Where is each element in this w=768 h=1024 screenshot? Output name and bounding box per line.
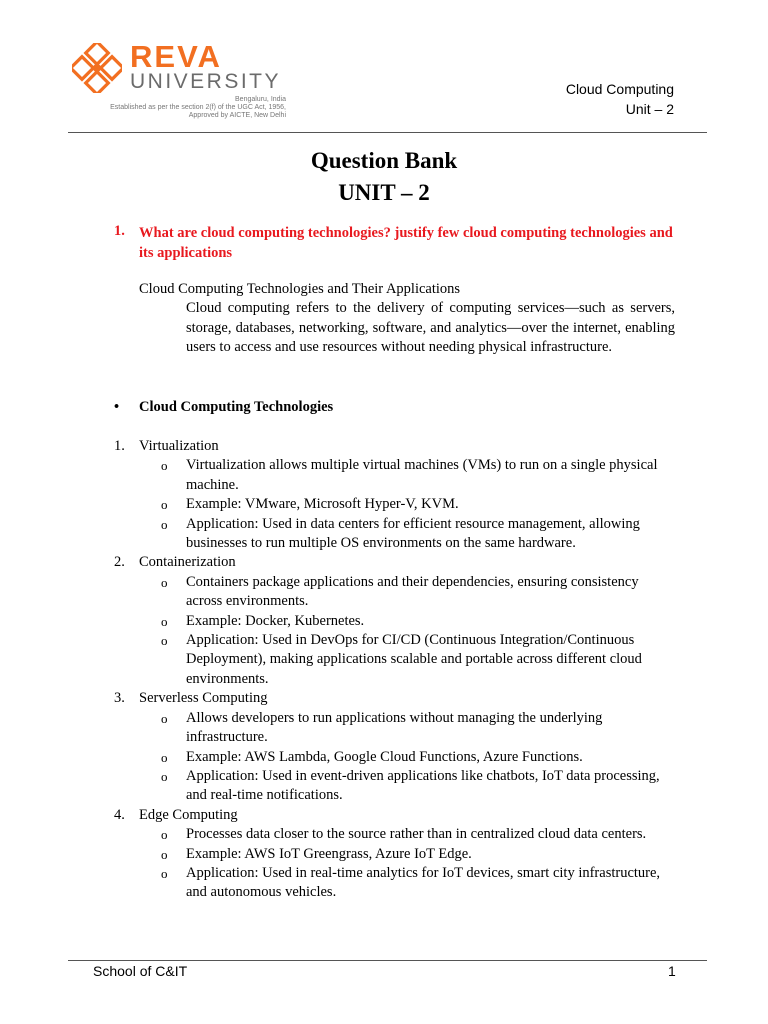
item-number: 2. bbox=[114, 554, 125, 571]
list-item bbox=[114, 437, 684, 553]
sub-bullet-marker: o bbox=[161, 458, 168, 474]
question-number: 1. bbox=[114, 223, 125, 239]
sub-point: Example: Docker, Kubernetes. bbox=[186, 612, 365, 629]
footer-school: School of C&IT bbox=[93, 963, 188, 979]
item-title: Containerization bbox=[139, 554, 236, 571]
sub-point: Application: Used in event-driven applications like chatbots, IoT data processing, and real-time notifications. bbox=[186, 767, 660, 804]
reva-emblem-icon bbox=[72, 43, 122, 93]
university-logo bbox=[68, 40, 293, 125]
item-number: 4. bbox=[114, 806, 125, 823]
page-title: Question Bank bbox=[310, 148, 458, 173]
sub-bullet-marker: o bbox=[161, 710, 168, 726]
list-item bbox=[114, 806, 684, 903]
header-course-info bbox=[566, 79, 674, 119]
sub-point: Application: Used in DevOps for CI/CD (Continuous Integration/Continuous Deployment), making applications scalable and portable across different cloud environments. bbox=[186, 632, 642, 687]
sub-point: Application: Used in real-time analytics for IoT devices, smart city infrastructure, and autonomous vehicles. bbox=[186, 864, 661, 901]
list-item bbox=[114, 689, 684, 805]
item-number: 3. bbox=[114, 690, 125, 707]
sub-bullet-marker: o bbox=[161, 633, 168, 649]
logo-name: REVA bbox=[130, 39, 222, 74]
sub-point: Example: AWS IoT Greengrass, Azure IoT Edge. bbox=[186, 845, 472, 862]
sub-point: Virtualization allows multiple virtual machines (VMs) to run on a single physical machine. bbox=[186, 457, 658, 493]
bullet-marker: • bbox=[114, 399, 120, 415]
item-title: Serverless Computing bbox=[139, 690, 268, 707]
item-title: Virtualization bbox=[139, 438, 219, 454]
header-divider bbox=[68, 132, 707, 133]
logo-approved: Approved by AICTE, New Delhi bbox=[188, 112, 286, 119]
header-course: Cloud Computing bbox=[565, 81, 674, 97]
sub-point: Allows developers to run applications without managing the underlying infrastructure. bbox=[186, 709, 603, 746]
sub-point: Example: VMware, Microsoft Hyper-V, KVM. bbox=[186, 496, 459, 513]
logo-established: Established as per the section 2(f) of the UGC Act, 1956, bbox=[110, 104, 286, 111]
sub-bullet-marker: o bbox=[161, 846, 168, 862]
sub-bullet-marker: o bbox=[161, 768, 168, 784]
question-text: What are cloud computing technologies? justify few cloud computing technologies and its applications bbox=[139, 225, 673, 261]
item-title: Edge Computing bbox=[139, 806, 238, 823]
list-item bbox=[114, 553, 684, 689]
technologies-list bbox=[114, 437, 684, 903]
answer-intro: Cloud computing refers to the delivery of computing services—such as servers, storage, databases, networking, software, and analytics—over the internet, enabling users to access and use resources without needing physical infrastructure. bbox=[186, 300, 675, 355]
sub-bullet-marker: o bbox=[161, 516, 168, 532]
sub-point: Application: Used in data centers for efficient resource management, allowing businesses to run multiple OS environments on the same hardware. bbox=[186, 515, 640, 552]
sub-point: Example: AWS Lambda, Google Cloud Functions, Azure Functions. bbox=[186, 748, 583, 765]
sub-point: Processes data closer to the source rather than in centralized cloud data centers. bbox=[186, 826, 647, 843]
sub-bullet-marker: o bbox=[161, 574, 168, 590]
page-subtitle: UNIT – 2 bbox=[338, 180, 430, 205]
sub-bullet-marker: o bbox=[161, 497, 168, 513]
sub-bullet-marker: o bbox=[161, 749, 168, 765]
section-heading: Cloud Computing Technologies bbox=[139, 399, 334, 415]
sub-point: Containers package applications and their dependencies, ensuring consistency across environments. bbox=[186, 573, 639, 610]
sub-bullet-marker: o bbox=[161, 827, 168, 843]
item-number: 1. bbox=[114, 438, 125, 454]
sub-bullet-marker: o bbox=[161, 865, 168, 881]
sub-bullet-marker: o bbox=[161, 613, 168, 629]
page-number: 1 bbox=[668, 963, 676, 979]
header-unit: Unit – 2 bbox=[625, 101, 674, 117]
footer-divider bbox=[68, 960, 707, 961]
logo-location: Bengaluru, India bbox=[235, 96, 286, 103]
logo-subname: UNIVERSITY bbox=[130, 70, 282, 93]
answer-subheading: Cloud Computing Technologies and Their Applications bbox=[139, 281, 461, 297]
